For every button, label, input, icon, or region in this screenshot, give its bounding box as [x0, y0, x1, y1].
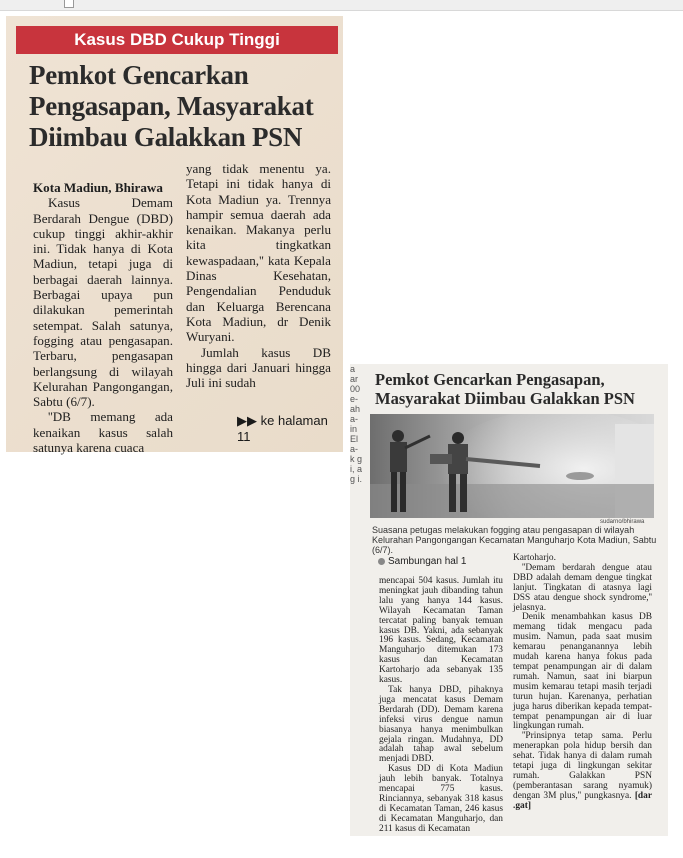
newspaper-clipping-main — [6, 16, 343, 456]
jump-label: ke halaman 11 — [237, 413, 328, 444]
paragraph: Jumlah kasus DB hingga dari Januari hingga Juli ini sudah — [186, 344, 331, 391]
article-column-2 — [186, 161, 331, 390]
continuation-column-2 — [513, 554, 652, 812]
photo-credit: sudarno/bhirawa — [600, 519, 645, 525]
viewer-toolbar — [0, 0, 683, 11]
fogging-photo-illustration — [370, 414, 654, 518]
section-kicker: Kasus DBD Cukup Tinggi — [16, 26, 338, 54]
adjacent-column-fragment: a ar 00 e- ah a- in El a- k g i, a g i. — [350, 364, 362, 484]
author-signature: [dar .gat] — [513, 790, 652, 811]
continued-on-page — [237, 413, 343, 444]
continuation-column-1 — [379, 577, 503, 835]
paragraph: Kasus DD di Kota Madiun jauh lebih banyak. Totalnya mencapai 775 kasus. Rinciannya, sebanyak 318 kasus di Kecamatan Taman, 246 kasus di Kecamatan Manguharjo, dan 211 kasus di Kecamatan — [379, 764, 503, 834]
paragraph: ''Prinsipnya tetap sama. Perlu menerapkan pola hidup bersih dan sehat. Tidak hanya di dalam rumah tetapi juga di lingkungan sekitar rumah. Galakkan PSN (pemberantasan sarang nyamuk) dengan 3M plus,'' pungkasnya. [dar .gat] — [513, 731, 652, 811]
article-column-1 — [33, 180, 173, 455]
paragraph: Kartoharjo. — [513, 553, 556, 563]
paragraph: Tak hanya DBD, pihaknya juga mencatat kasus Demam Berdarah (DD). Demam karena infeksi virus dengue namun biasanya hanya menimbulkan gejala ringan. Mudahnya, DD adalah tahap awal sebelum menjadi DBD. — [379, 684, 503, 765]
paragraph: yang tidak menentu ya. Tetapi ini tidak hanya di Kota Madiun ya. Trennya hampir semua daerah ada kenaikan. Makanya perlu kita tingkatkan kewaspadaan,'' kata Kepala Dinas Kesehatan, Pengendalian Penduduk dan Keluarga Berencana Kota Madiun, dr Denik Wuryani. — [186, 161, 331, 345]
headline: Pemkot Gencarkan Pengasapan, Masyarakat Diimbau Galakkan PSN — [29, 60, 314, 152]
paragraph: mencapai 504 kasus. Jumlah itu meningkat jauh dibanding tahun lalu yang hanya 144 kasus. Wilayah Kecamatan Taman tercatat paling banyak temuan kasus DB. Yakni, ada sebanyak 196 kasus. Sedang, Kecamatan Manguharjo ditemukan 173 kasus dan Kecamatan Kartoharjo ada sebanyak 135 kasus. — [379, 576, 503, 686]
bullet-icon — [378, 558, 385, 565]
paragraph: Kasus Demam Berdarah Dengue (DBD) cukup tinggi akhir-akhir ini. Tidak hanya di Kota Madiun, tetapi juga di berbagai daerah lainnya. Berbagai upaya pun dilakukan pemerintah setempat. Salah satunya, fogging atau pengasapan. Terbaru, pengasapan berlangsung di wilayah Kelurahan Pangongangan, Sabtu (6/7). — [33, 195, 173, 410]
paragraph: Denik menambahkan kasus DB memang tidak mengacu pada musim. Namun, pada saat musim kemarau penanganannya lebih mudah karena hanya fokus pada tempat penampungan air di dalam rumah. Namun, saat ini biarpun musim kemarau tetapi masih terjadi turun hujan. Karenanya, perhatian juga harus diberikan kepada tempat-tempat penampungan air di luar lingkungan rumah. — [513, 612, 652, 732]
newspaper-clipping-continuation — [350, 364, 668, 836]
dateline: Kota Madiun, Bhirawa — [33, 180, 163, 195]
fogging-photo — [370, 414, 654, 518]
headline: Pemkot Gencarkan Pengasapan, Masyarakat Diimbau Galakkan PSN — [375, 370, 635, 408]
paragraph: ''Demam berdarah dengue atau DBD adalah demam dengue tingkat lanjut. Tingkatan di atasnya lagi DSS atau dengue shock syndrome,'' jelasnya. — [513, 562, 652, 613]
continuation-label: Sambungan hal 1 — [378, 556, 466, 567]
toolbar-handle[interactable] — [64, 0, 74, 8]
paragraph: ''DB memang ada kenaikan kasus salah satunya karena cuaca — [33, 409, 173, 456]
double-arrow-icon: ▶▶ — [237, 413, 257, 428]
photo-caption: Suasana petugas melakukan fogging atau pengasapan di wilayah Kelurahan Pangongangan Kecamatan Manguharjo Kota Madiun, Sabtu (6/7). — [372, 525, 657, 555]
